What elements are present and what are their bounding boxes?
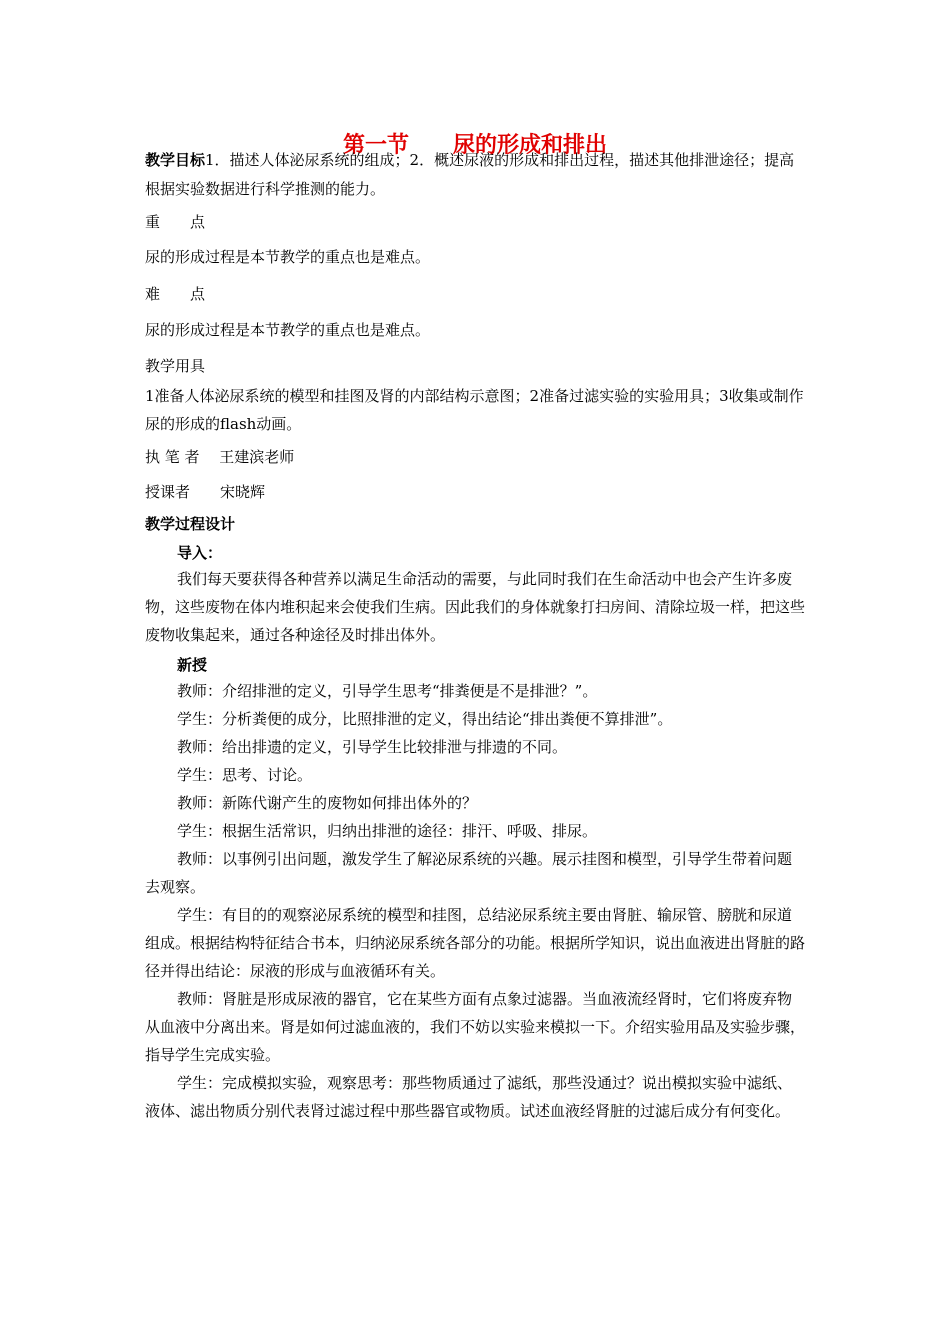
author-line: 执 笔 者 王建滨老师 — [145, 448, 295, 466]
process-heading: 教学过程设计 — [145, 515, 236, 533]
page-title: 第一节 尿的形成和排出 — [342, 133, 607, 158]
paragraph-student-2: 学生：完成模拟实验，观察思考：那些物质通过了滤纸，那些没通过？说出模拟实验中滤纸、液体、滤出物质分别代表肾过滤过程中那些器官或物质。试述血液经肾脏的过滤后成分有何变化。 — [145, 1074, 793, 1120]
dialogue-line-5: 教师：新陈代谢产生的废物如何排出体外的？ — [177, 794, 478, 812]
objectives-text: 1．描述人体泌尿系统的组成；2．概述尿液的形成和排出过程，描述其他排泄途径；提高根据实验数据进行科学推测的能力。 — [145, 151, 795, 198]
dialogue-line-1: 教师：介绍排泄的定义，引导学生思考“排粪便是不是排泄？”。 — [177, 682, 598, 700]
tools-label: 教学用具 — [145, 357, 206, 375]
paragraph-teacher-1: 教师：以事例引出问题，激发学生了解泌尿系统的兴趣。展示挂图和模型，引导学生带着问题去观察。 — [145, 850, 793, 896]
objectives-label: 教学目标 — [145, 151, 206, 169]
paragraph-student-1: 学生：有目的的观察泌尿系统的模型和挂图，总结泌尿系统主要由肾脏、输尿管、膀胱和尿道组成。根据结构特征结合书本，归纳泌尿系统各部分的功能。根据所学知识，说出血液进出肾脏的路径并得出结论：尿液的形成与血液循环有关。 — [145, 906, 806, 980]
dialogue-line-2: 学生：分析粪便的成分，比照排泄的定义，得出结论“排出粪便不算排泄”。 — [177, 710, 673, 728]
key-point-label: 重 点 — [145, 213, 206, 231]
new-lesson-label: 新授 — [177, 656, 208, 674]
tools-text: 1准备人体泌尿系统的模型和挂图及肾的内部结构示意图；2准备过滤实验的实验用具；3收集或制作尿的形成的flash动画。 — [145, 387, 804, 433]
dialogue-line-3: 教师：给出排遗的定义，引导学生比较排泄与排遗的不同。 — [177, 738, 568, 756]
intro-paragraph: 我们每天要获得各种营养以满足生命活动的需要，与此同时我们在生命活动中也会产生许多废物，这些废物在体内堆积起来会使我们生病。因此我们的身体就象打扫房间、清除垃圾一样，把这些废物收集起来，通过各种途径及时排出体外。 — [145, 570, 806, 644]
intro-label: 导入： — [177, 544, 223, 562]
difficulty-text: 尿的形成过程是本节教学的重点也是难点。 — [145, 321, 431, 339]
dialogue-line-6: 学生：根据生活常识，归纳出排泄的途径：排汗、呼吸、排尿。 — [177, 822, 598, 840]
lecturer-line: 授课者 宋晓辉 — [145, 483, 266, 501]
dialogue-line-4: 学生：思考、讨论。 — [177, 766, 313, 784]
objectives-section — [145, 146, 805, 204]
paragraph-teacher-2: 教师：肾脏是形成尿液的器官，它在某些方面有点象过滤器。当血液流经肾时，它们将废弃物从血液中分离出来。肾是如何过滤血液的，我们不妨以实验来模拟一下。介绍实验用品及实验步骤，指导学生完成实验。 — [145, 990, 806, 1064]
key-point-text: 尿的形成过程是本节教学的重点也是难点。 — [145, 248, 431, 266]
difficulty-label: 难 点 — [145, 285, 206, 303]
